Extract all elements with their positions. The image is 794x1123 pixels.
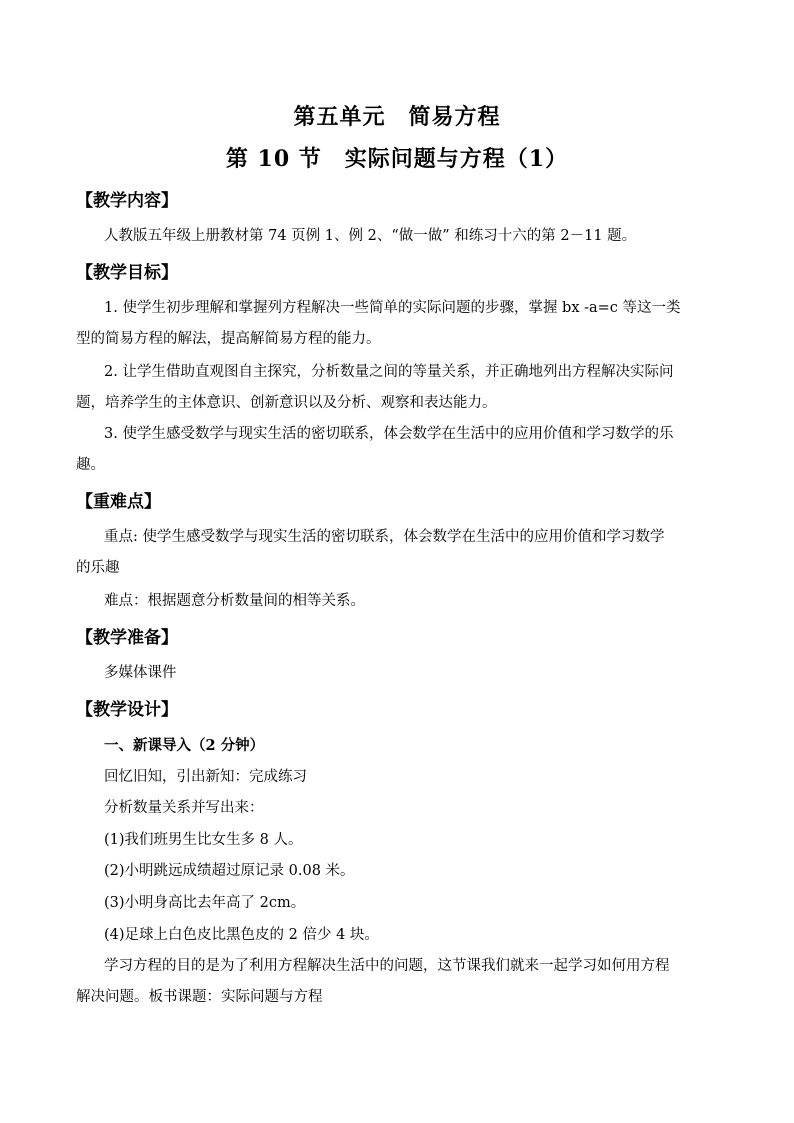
section-heading-goals: 【教学目标】 <box>76 263 178 283</box>
goal-1-line-2: 型的简易方程的解法，提高解简易方程的能力。 <box>76 331 381 347</box>
purpose-line-1: 学习方程的目的是为了利用方程解决生活中的问题，这节课我们就来一起学习如何用方程 <box>104 958 670 974</box>
section-heading-design: 【教学设计】 <box>76 700 178 720</box>
analyze-text: 分析数量关系并写出来： <box>104 800 264 816</box>
goal-3-line-2: 趣。 <box>76 457 105 473</box>
preparation-text: 多媒体课件 <box>104 665 177 681</box>
difficulty-text: 难点：根据题意分析数量间的相等关系。 <box>104 593 365 609</box>
key-point-line-1: 重点: 使学生感受数学与现实生活的密切联系，体会数学在生活中的应用价值和学习数学 <box>104 529 665 545</box>
exercise-item: (4)足球上白色皮比黑色皮的 2 倍少 4 块。 <box>104 927 379 943</box>
key-point-line-2: 的乐趣 <box>76 560 120 576</box>
section-heading-preparation: 【教学准备】 <box>76 628 178 648</box>
section-heading-content: 【教学内容】 <box>76 191 178 211</box>
exercise-item: (2)小明跳远成绩超过原记录 0.08 米。 <box>104 863 355 879</box>
exercise-item: (3)小明身高比去年高了 2cm。 <box>104 895 306 911</box>
recall-text: 回忆旧知，引出新知：完成练习 <box>104 769 307 785</box>
exercise-item: (1)我们班男生比女生多 8 人。 <box>104 832 303 848</box>
goal-1-line-1: 1. 使学生初步理解和掌握列方程解决一些简单的实际问题的步骤，掌握 bx -a=c 等这一类 <box>104 300 681 316</box>
design-subheading-intro: 一、新课导入（2 分钟） <box>104 737 265 754</box>
content-text: 人教版五年级上册教材第 74 页例 1、例 2、“做一做” 和练习十六的第 2－11 题。 <box>104 228 637 244</box>
goal-2-line-2: 题，培养学生的主体意识、创新意识以及分析、观察和表达能力。 <box>76 395 497 411</box>
unit-title: 第五单元 简易方程 <box>293 104 501 130</box>
lesson-title: 第 10 节 实际问题与方程（1） <box>225 146 569 172</box>
goal-3-line-1: 3. 使学生感受数学与现实生活的密切联系，体会数学在生活中的应用价值和学习数学的乐 <box>104 426 674 442</box>
section-heading-key-points: 【重难点】 <box>76 492 161 512</box>
goal-2-line-1: 2. 让学生借助直观图自主探究，分析数量之间的等量关系，并正确地列出方程解决实际问 <box>104 364 674 380</box>
purpose-line-2: 解决问题。板书课题：实际问题与方程 <box>76 989 323 1005</box>
